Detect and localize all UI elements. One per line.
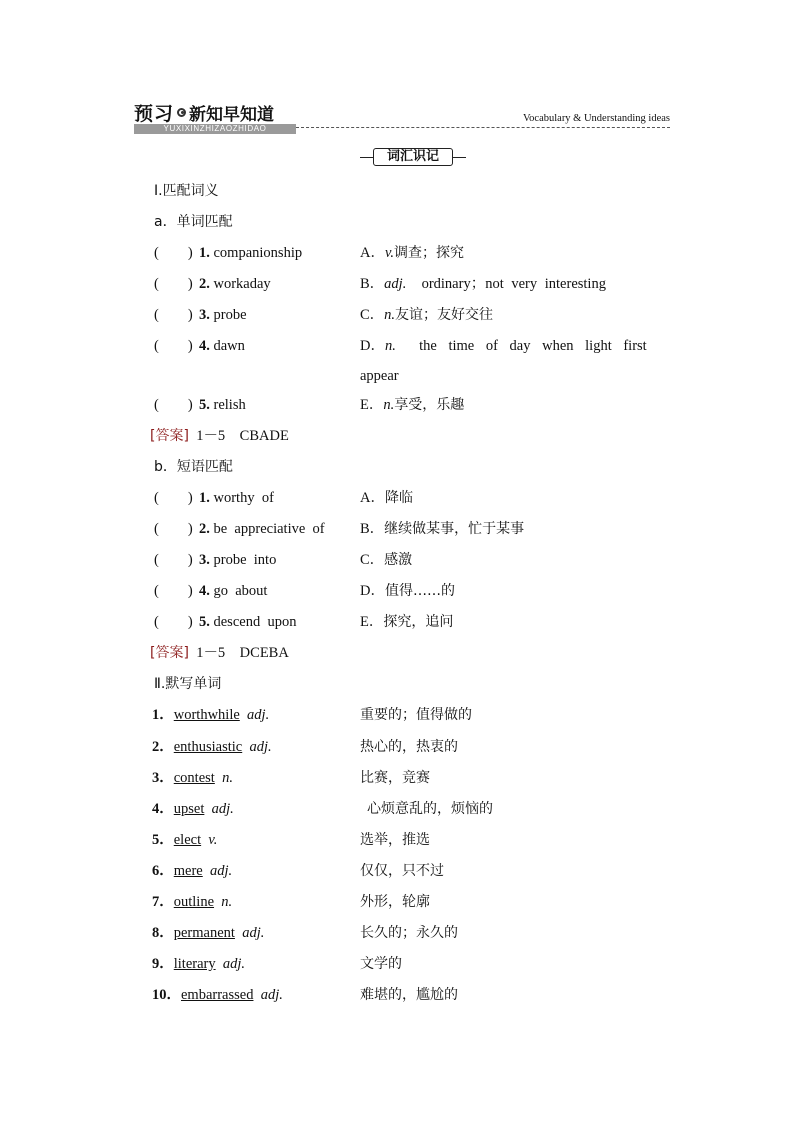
answer-value: 1－5 CBADE xyxy=(196,428,289,444)
paren-blank[interactable]: ( ) xyxy=(154,307,193,323)
section-line-right xyxy=(453,157,466,158)
filled-blank[interactable]: permanent xyxy=(173,925,235,941)
answer-label: [答案] xyxy=(150,428,189,444)
header-bold: 预习 xyxy=(134,102,175,125)
list-item-phrase: 1. worthy of xyxy=(199,490,274,506)
list-item-word: 5. relish xyxy=(199,397,246,413)
paren-blank[interactable]: ( ) xyxy=(154,490,193,506)
list-item-phrase: 5. descend upon xyxy=(199,614,297,630)
header-pinyin: YUXIXINZHIZAOZHIDAO xyxy=(134,124,296,134)
paren-blank[interactable]: ( ) xyxy=(154,614,193,630)
section-label-text: 词汇识记 xyxy=(373,148,453,166)
filled-blank[interactable]: embarrassed xyxy=(181,987,254,1003)
list-item-meaning: D．n. the time of day when light first xyxy=(360,338,647,354)
list-item-meaning: C．n.友谊；友好交往 xyxy=(360,307,494,323)
list-item-word: 2. workaday xyxy=(199,276,271,292)
list-item-meaning: A．v.调查；探究 xyxy=(360,245,464,261)
filled-blank[interactable]: enthusiastic xyxy=(173,739,243,755)
list-item-meaning: E．n.享受，乐趣 xyxy=(360,397,465,413)
list-item-meaning: 比赛，竞赛 xyxy=(360,770,430,786)
header-rest: 新知早知道 xyxy=(189,104,275,125)
list-item-meaning: 选举，推选 xyxy=(360,832,430,848)
part1-sub-b: b．短语匹配 xyxy=(154,459,233,475)
header-divider xyxy=(296,127,670,128)
list-item-meaning: E．探究，追问 xyxy=(360,614,454,630)
list-item: 10．embarrassed adj. xyxy=(152,987,283,1003)
paren-blank[interactable]: ( ) xyxy=(154,397,193,413)
paren-blank[interactable]: ( ) xyxy=(154,276,193,292)
list-item: 5．elect v. xyxy=(152,832,218,848)
section-label xyxy=(360,147,466,167)
filled-blank[interactable]: elect xyxy=(173,832,202,848)
list-item-meaning: 长久的；永久的 xyxy=(360,925,458,941)
paren-blank[interactable]: ( ) xyxy=(154,583,193,599)
filled-blank[interactable]: contest xyxy=(173,770,215,786)
filled-blank[interactable]: upset xyxy=(173,801,205,817)
list-item-meaning: 难堪的，尴尬的 xyxy=(360,987,458,1003)
part1-sub-a: a．单词匹配 xyxy=(154,214,233,230)
part2-title: Ⅱ.默写单词 xyxy=(154,676,222,692)
list-item: 3．contest n. xyxy=(152,770,233,786)
list-item-meaning: A．降临 xyxy=(360,490,413,506)
answer-b xyxy=(150,643,289,663)
list-item-phrase: 2. be appreciative of xyxy=(199,521,325,537)
list-item-meaning-cont: appear xyxy=(360,368,399,384)
filled-blank[interactable]: worthwhile xyxy=(173,707,240,723)
list-item-word: 3. probe xyxy=(199,307,247,323)
bullet-icon xyxy=(177,108,186,117)
paren-blank[interactable]: ( ) xyxy=(154,552,193,568)
list-item-meaning: B．继续做某事，忙于某事 xyxy=(360,521,525,537)
list-item-phrase: 3. probe into xyxy=(199,552,277,568)
answer-a xyxy=(150,426,289,446)
answer-value: 1－5 DCEBA xyxy=(196,645,289,661)
list-item-meaning: B．adj. ordinary；not very interesting xyxy=(360,276,606,292)
list-item-meaning: 外形，轮廓 xyxy=(360,894,430,910)
list-item-word: 1. companionship xyxy=(199,245,303,261)
list-item-meaning: C．感激 xyxy=(360,552,413,568)
list-item: 2．enthusiastic adj. xyxy=(152,739,272,755)
answer-label: [答案] xyxy=(150,645,189,661)
paren-blank[interactable]: ( ) xyxy=(154,338,193,354)
list-item: 4．upset adj. xyxy=(152,801,234,817)
list-item-meaning: 仅仅，只不过 xyxy=(360,863,444,879)
filled-blank[interactable]: mere xyxy=(173,863,203,879)
section-line-left xyxy=(360,157,373,158)
list-item-meaning: 热心的，热衷的 xyxy=(360,739,458,755)
list-item: 9．literary adj. xyxy=(152,956,246,972)
list-item-meaning: 心烦意乱的，烦恼的 xyxy=(367,801,493,817)
list-item-meaning: D．值得……的 xyxy=(360,583,455,599)
paren-blank[interactable]: ( ) xyxy=(154,245,193,261)
list-item-word: 4. dawn xyxy=(199,338,245,354)
list-item: 6．mere adj. xyxy=(152,863,233,879)
filled-blank[interactable]: outline xyxy=(173,894,215,910)
list-item: 7．outline n. xyxy=(152,894,233,910)
list-item-meaning: 重要的；值得做的 xyxy=(360,707,472,723)
list-item: 1．worthwhile adj. xyxy=(152,707,270,723)
part1-title: Ⅰ.匹配词义 xyxy=(154,183,219,199)
list-item-meaning: 文学的 xyxy=(360,956,402,972)
filled-blank[interactable]: literary xyxy=(173,956,216,972)
list-item: 8．permanent adj. xyxy=(152,925,265,941)
header-title xyxy=(134,99,274,125)
list-item-phrase: 4. go about xyxy=(199,583,268,599)
paren-blank[interactable]: ( ) xyxy=(154,521,193,537)
header-right-title: Vocabulary & Understanding ideas xyxy=(522,113,670,124)
